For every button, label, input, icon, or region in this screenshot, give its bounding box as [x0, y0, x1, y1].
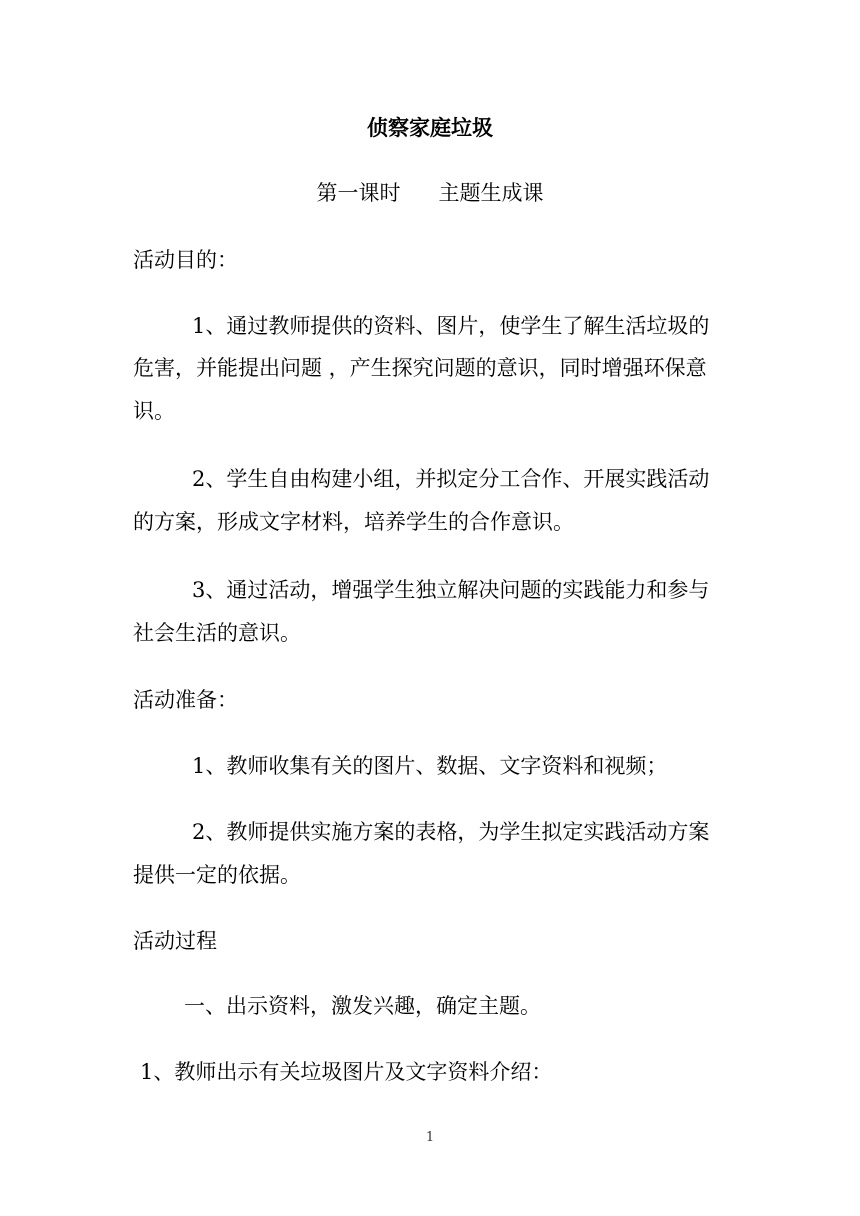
purpose-heading: 活动目的： [133, 248, 238, 272]
prep-2-line2: 提供一定的依据。 [133, 863, 301, 887]
prep-2-line1: 2、教师提供实施方案的表格，为学生拟定实践活动方案 [192, 820, 710, 844]
purpose-2-line1: 2、学生自由构建小组，并拟定分工合作、开展实践活动 [192, 467, 710, 491]
lesson-period: 第一课时 [316, 181, 401, 205]
purpose-1-line2: 危害，并能提出问题 ，产生探究问题的意识，同时增强环保意 [133, 356, 707, 380]
prep-item-1: 1、教师收集有关的图片、数据、文字资料和视频； [192, 754, 668, 778]
purpose-1-line3: 识。 [133, 399, 175, 423]
process-heading: 活动过程 [133, 929, 217, 953]
purpose-3-line2: 社会生活的意识。 [133, 621, 301, 645]
lesson-type: 主题生成课 [438, 181, 544, 205]
lesson-subtitle [0, 179, 860, 207]
document-title: 侦察家庭垃圾 [367, 115, 493, 140]
purpose-3-line1: 3、通过活动，增强学生独立解决问题的实践能力和参与 [192, 578, 710, 602]
process-step-1-1: 1、教师出示有关垃圾图片及文字资料介绍： [140, 1060, 553, 1084]
page-number: 1 [425, 1130, 435, 1145]
process-step-1: 一、出示资料，激发兴趣，确定主题。 [184, 994, 541, 1018]
purpose-1-line1: 1、通过教师提供的资料、图片，使学生了解生活垃圾的 [192, 314, 710, 338]
prep-heading: 活动准备： [133, 688, 238, 712]
purpose-2-line2: 的方案，形成文字材料，培养学生的合作意识。 [133, 510, 574, 534]
